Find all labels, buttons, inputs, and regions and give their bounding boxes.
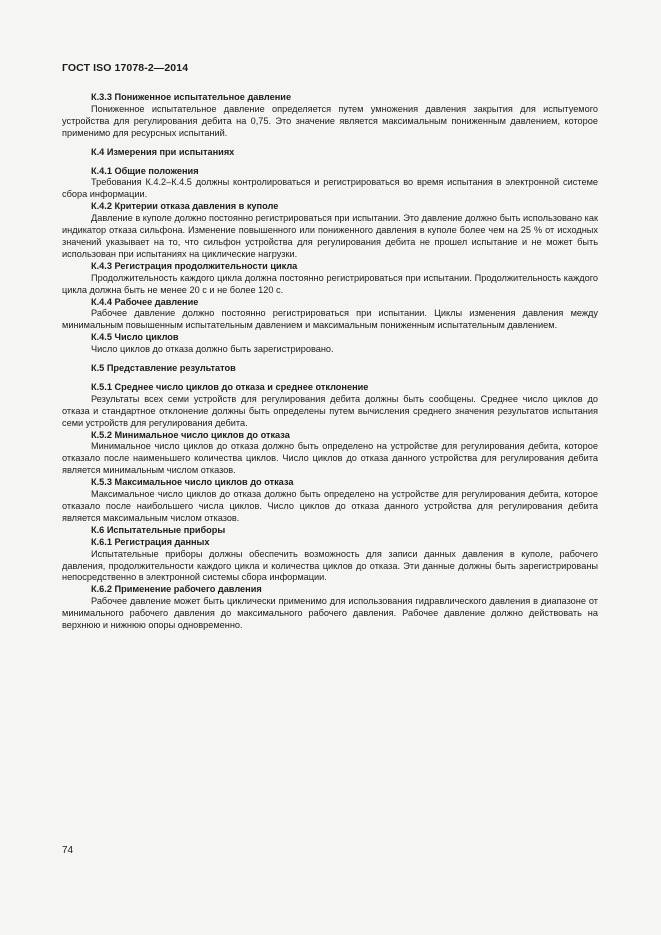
page-number: 74 [62, 845, 74, 856]
paragraph: Результаты всех семи устройств для регулирования дебита должны быть сообщены. Среднее число циклов до отказа и стандартное отклонение должны быть определены путем вычисления среднего значения результатов испытания семи устройств для регулирования дебита. [62, 393, 598, 428]
document-body [62, 92, 598, 632]
section-heading: К.4 Измерения при испытаниях [91, 146, 235, 157]
section-heading: К.4.1 Общие положения [91, 165, 199, 176]
section-heading: К.4.2 Критерии отказа давления в куполе [91, 201, 279, 212]
paragraph: Минимальное число циклов до отказа должно быть определено на устройстве для регулирования дебита, которое отказало после наименьшего количества циклов. Число циклов до отказа данного устройства для регулирования дебита является минимальным числом отказов. [62, 441, 598, 476]
paragraph: Рабочее давление должно постоянно регистрироваться при испытании. Циклы изменения давления между минимальным повышенным испытательным давлением и максимальным пониженным испытательным давлением. [62, 308, 598, 331]
paragraph: Продолжительность каждого цикла должна постоянно регистрироваться при испытании. Продолжительность каждого цикла должна быть не менее 20 с и не более 120 с. [62, 272, 598, 295]
paragraph: Рабочее давление может быть циклически применимо для использования гидравлического давления в диапазоне от минимального рабочего давления до максимального рабочего давления. Рабочее давление должно действовать на верхнюю и нижнюю опоры одновременно. [62, 596, 598, 631]
section-heading: К.3.3 Пониженное испытательное давление [91, 92, 292, 102]
section-heading: К.5.3 Максимальное число циклов до отказа [91, 477, 294, 488]
paragraph: Пониженное испытательное давление определяется путем умножения давления закрытия для испытуемого устройства для регулирования дебита на 0,75. Это значение является максимальным пониженным давлением, которое применимо для ресурсных испытаний. [62, 103, 598, 138]
section-heading: К.5.2 Минимальное число циклов до отказа [91, 429, 290, 440]
section-heading: К.4.3 Регистрация продолжительности цикла [91, 260, 298, 271]
section-heading: К.5.1 Среднее число циклов до отказа и среднее отклонение [91, 381, 369, 392]
paragraph: Давление в куполе должно постоянно регистрироваться при испытании. Это давление должно быть использовано как индикатор отказа сильфона. Изменение повышенного или пониженного давления в куполе более чем на 25 % от исходных значений указывает на то, что сильфон устройства для регулирования дебита не прошел испытание и не может быть использован при испытаниях на циклические нагрузки. [62, 213, 598, 259]
section-heading: К.5 Представление результатов [91, 363, 236, 374]
section-heading: К.4.5 Число циклов [91, 332, 179, 343]
section-heading: К.6 Испытательные приборы [91, 524, 226, 535]
section-heading: К.6.1 Регистрация данных [91, 536, 210, 547]
section-heading: К.4.4 Рабочее давление [91, 296, 199, 307]
paragraph: Требования К.4.2–К.4.5 должны контролироваться и регистрироваться во время испытания в электронной системе сбора информации. [62, 177, 598, 200]
paragraph: Испытательные приборы должны обеспечить возможность для записи данных давления в куполе, рабочего давления, продолжительности каждого цикла и количества циклов до отказа. Эти данные должны быть зарегистрированы непосредственно в электронной системы сбора информации. [62, 548, 598, 583]
paragraph: Число циклов до отказа должно быть зарегистрировано. [91, 344, 334, 355]
paragraph: Максимальное число циклов до отказа должно быть определено на устройстве для регулирования дебита, которое отказало после наибольшего числа циклов. Число циклов до отказа данного устройства для регулирования дебита является максимальным числом отказов. [62, 489, 598, 523]
section-heading: К.6.2 Применение рабочего давления [91, 584, 262, 595]
page-header: ГОСТ ISO 17078-2—2014 [62, 62, 189, 74]
